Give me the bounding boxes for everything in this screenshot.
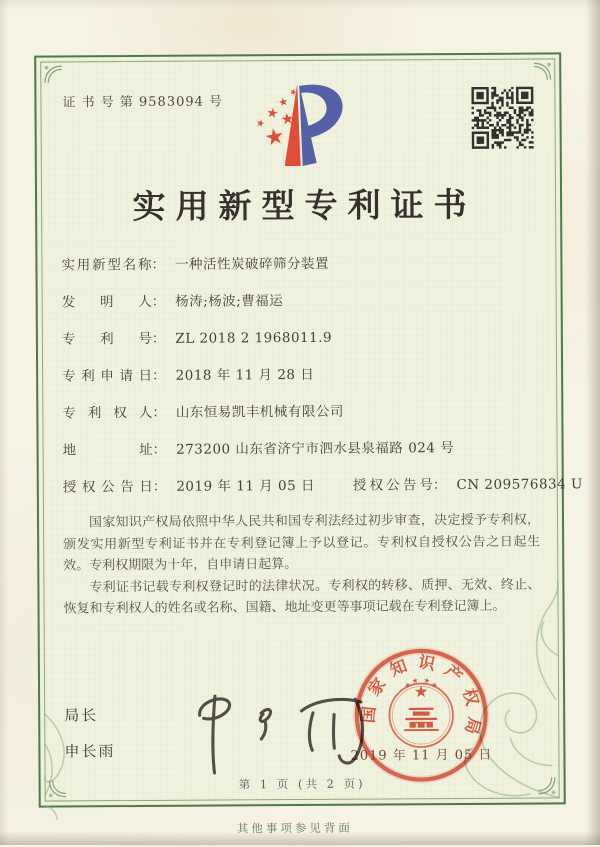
field-colon: ：: [152, 367, 166, 384]
field-row: [62, 290, 539, 313]
field-row: [61, 253, 538, 276]
field-colon: ：: [151, 330, 166, 347]
signer-block: [64, 697, 115, 769]
field-colon: ：: [151, 256, 165, 273]
field-value: 273200 山东省济宁市泗水县泉福路 024 号: [176, 440, 455, 458]
field-label: 专利申请日: [62, 367, 153, 385]
certificate-number: 证 书 号 第 9583094 号: [62, 94, 224, 111]
national-emblem-icon: [389, 677, 453, 747]
field-label: 发明人: [61, 293, 152, 311]
seal-graphic: [350, 644, 493, 787]
legal-paragraphs: [63, 510, 541, 620]
field-label: 地址: [62, 441, 153, 459]
page-number: 第 1 页 (共 2 页): [238, 776, 366, 792]
field-label: 实用新型名称: [61, 256, 152, 274]
cnipa-patent-logo-icon: [243, 80, 348, 171]
field-label: 专利号: [61, 330, 152, 348]
certificate-title: 实用新型专利证书: [132, 184, 477, 227]
field-colon: ：: [152, 441, 167, 458]
official-red-seal: [350, 644, 493, 787]
field-value: 2018 年 11 月 28 日: [175, 366, 315, 384]
seal-date: 2019 年 11 月 05 日: [350, 747, 493, 764]
field-colon: ：: [151, 293, 166, 310]
field-row: [62, 364, 539, 387]
field-colon: ：: [152, 478, 167, 495]
field-value: ZL 2018 2 1968011.9: [175, 329, 333, 347]
field-list: [61, 253, 583, 498]
certificate-header: [60, 77, 538, 176]
field-value: 山东恒易凯丰机械有限公司: [175, 403, 344, 421]
field-label: 授权公告号: [352, 477, 434, 494]
field-row: [62, 401, 539, 424]
field-value: 杨涛;杨波;曹福运: [175, 293, 284, 310]
signer-title: 局长: [64, 706, 99, 725]
paragraph: 国家知识产权局依照中华人民共和国专利法经过初步审查，决定授予专利权，颁发实用新型专利证书并在专利登记簿上予以登记。专利权自授权公告之日起生效。专利权期限为十年，自申请日起算。: [63, 512, 541, 574]
certificate-content: [36, 54, 583, 805]
field-colon: ：: [432, 477, 447, 494]
field-colon: ：: [152, 404, 166, 421]
field-row: [63, 438, 540, 461]
signer-name: 申长雨: [64, 742, 116, 761]
field-value: 2019 年 11 月 05 日: [176, 477, 316, 495]
field-label: 专利权人: [62, 404, 153, 422]
field-value: 一种活性炭破碎筛分装置: [174, 255, 329, 273]
field-label: 授权公告日: [62, 478, 153, 496]
field-row: [62, 327, 539, 350]
back-side-note: 其他事项参见背面: [236, 820, 353, 836]
field-row-grant: [62, 475, 583, 498]
field-value: CN 209576834 U: [456, 476, 583, 494]
seal-text: 国家知识产权局: [357, 651, 486, 746]
certificate-border-frame: [34, 52, 583, 807]
qr-code: [471, 87, 533, 149]
paragraph: 专利证书记载专利权登记时的法律状况。专利权的转移、质押、无效、终止、恢复和专利权人的姓名或名称、国籍、地址变更等事项记载在专利登记簿上。: [63, 577, 541, 617]
